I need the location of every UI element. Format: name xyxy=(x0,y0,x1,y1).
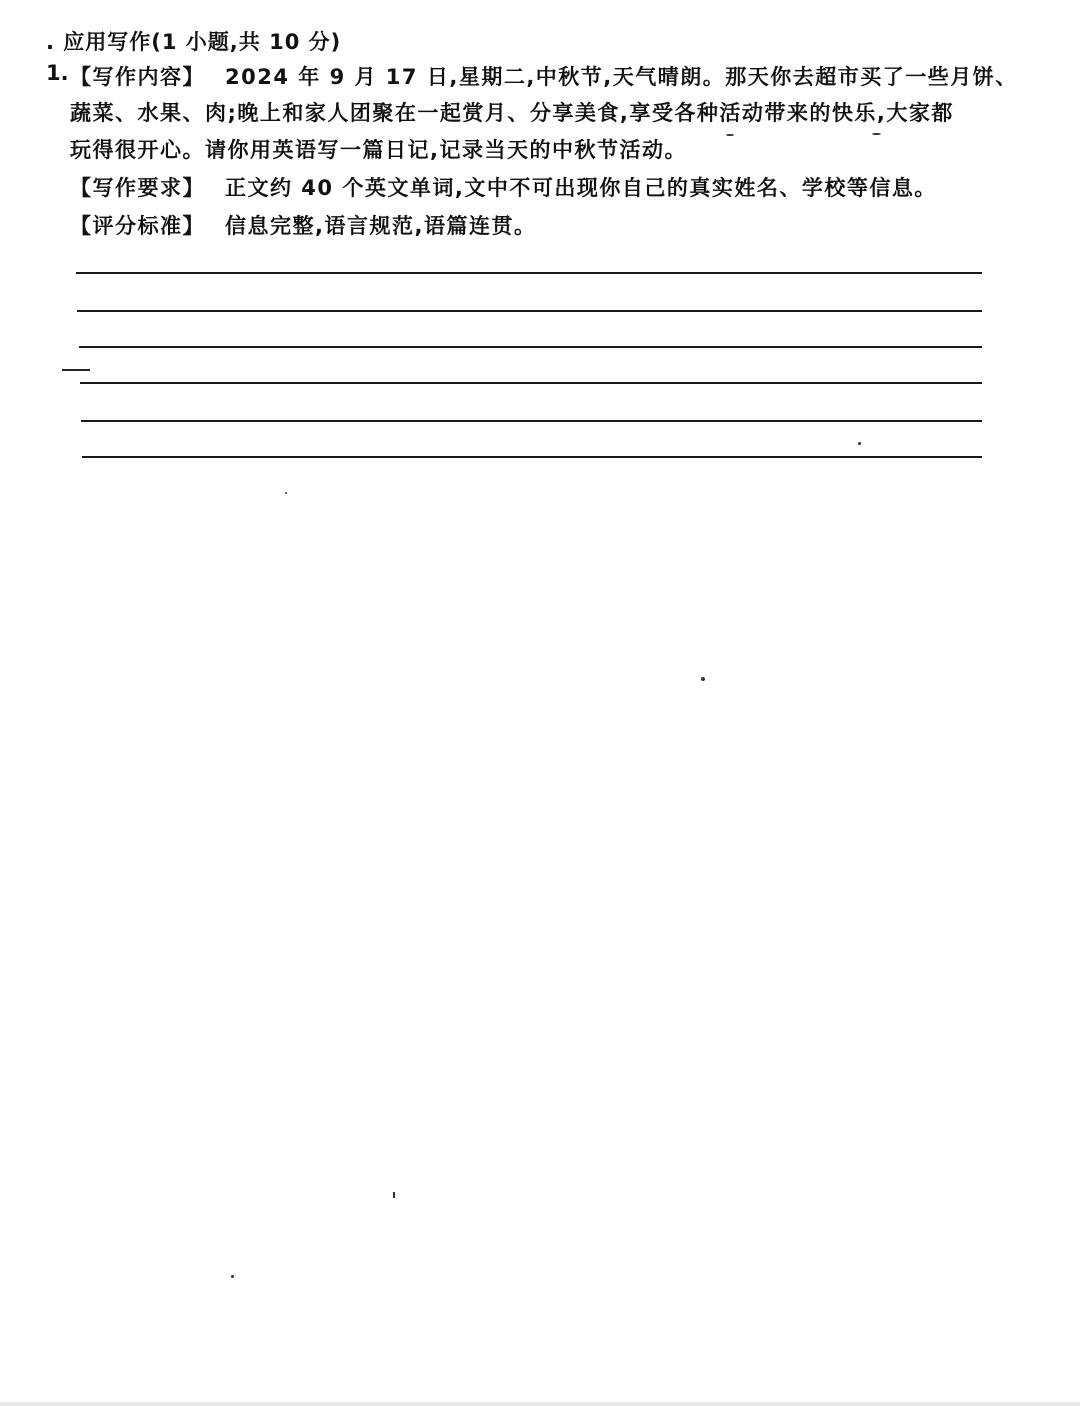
scan-speck xyxy=(285,492,287,494)
scan-speck xyxy=(231,1275,234,1278)
scan-speck xyxy=(701,677,705,681)
answer-line[interactable] xyxy=(80,382,982,384)
writing-requirement-text: 正文约 40 个英文单词,文中不可出现你自己的真实姓名、学校等信息。 xyxy=(225,176,937,200)
answer-area xyxy=(0,0,1080,500)
scan-speck xyxy=(858,442,861,445)
scan-speck xyxy=(726,134,734,136)
answer-line[interactable] xyxy=(77,310,982,312)
scan-speck xyxy=(393,1192,395,1198)
answer-line[interactable] xyxy=(76,272,982,274)
answer-line[interactable] xyxy=(82,456,982,458)
section-title: . 应用写作(1 小题,共 10 分) xyxy=(46,30,342,54)
scoring-criteria-text: 信息完整,语言规范,语篇连贯。 xyxy=(225,214,537,238)
margin-mark xyxy=(62,369,90,371)
question-number: 1. xyxy=(46,61,69,85)
writing-content-label: 【写作内容】 xyxy=(70,65,205,89)
answer-line[interactable] xyxy=(79,346,982,348)
answer-line[interactable] xyxy=(81,420,982,422)
scan-speck xyxy=(872,133,881,135)
writing-requirement-label: 【写作要求】 xyxy=(70,176,205,200)
scoring-criteria-label: 【评分标准】 xyxy=(70,214,205,238)
writing-content-line-3: 玩得很开心。请你用英语写一篇日记,记录当天的中秋节活动。 xyxy=(70,138,687,162)
scan-bottom-edge xyxy=(0,1402,1080,1406)
writing-content-text-1: 2024 年 9 月 17 日,星期二,中秋节,天气晴朗。那天你去超市买了一些月饼、 xyxy=(225,65,1018,89)
writing-content-line-2: 蔬菜、水果、肉;晚上和家人团聚在一起赏月、分享美食,享受各种活动带来的快乐,大家都 xyxy=(70,101,954,125)
